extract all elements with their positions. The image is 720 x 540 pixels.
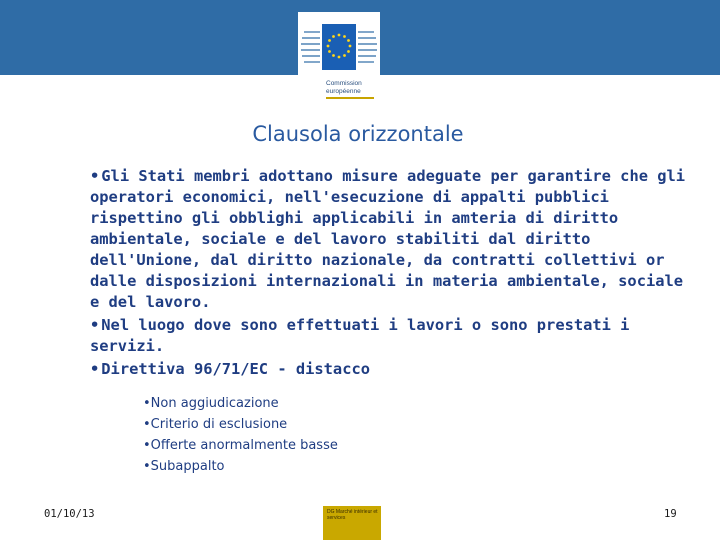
bullet-icon: • [143, 438, 151, 453]
sub-bullet-text: Offerte anormalmente basse [150, 438, 338, 453]
bullet-icon: • [90, 360, 100, 378]
bullet-text: Nel luogo dove sono effettuati i lavori o sono prestati i servizi. [90, 316, 630, 355]
logo-caption [326, 80, 386, 96]
bullet-icon: • [143, 396, 151, 411]
list-item [90, 315, 690, 357]
slide-date: 01/10/13 [44, 508, 95, 520]
main-bullet-list [90, 166, 690, 382]
logo-caption-line2: européenne [326, 88, 361, 95]
dg-logo [323, 506, 381, 540]
page-number: 19 [664, 508, 677, 520]
bullet-text: Gli Stati membri adottano misure adeguate per garantire che gli operatori economici, nell'esecuzione di appalti pubblici rispettino gli obblighi applicabili in amteria di diritto ambientale, sociale e del lavoro stabiliti dal diritto dell'Unione, dal diritto nazionale, da contratti collettivi or dalle disposizioni internazionali in materia ambientale, sociale e del lavoro. [90, 167, 686, 311]
list-item [90, 166, 690, 313]
bullet-text: Direttiva 96/71/EC - distacco [101, 360, 370, 378]
list-item [90, 359, 690, 380]
sub-bullet-text: Subappalto [150, 459, 225, 474]
bullet-icon: • [143, 417, 151, 432]
sub-bullet-text: Criterio di esclusione [150, 417, 288, 432]
list-item [143, 414, 543, 435]
bullet-icon: • [143, 459, 151, 474]
sub-bullet-list [143, 393, 543, 477]
sub-bullet-text: Non aggiudicazione [150, 396, 279, 411]
list-item [143, 456, 543, 477]
logo-underline [326, 97, 374, 99]
logo-caption-line1: Commission [326, 80, 362, 87]
list-item [143, 393, 543, 414]
dg-logo-text: DG Marché intérieur et services [327, 509, 378, 521]
bullet-icon: • [90, 316, 100, 334]
list-item [143, 435, 543, 456]
bullet-icon: • [90, 167, 100, 185]
slide-title: Clausola orizzontale [252, 122, 464, 146]
